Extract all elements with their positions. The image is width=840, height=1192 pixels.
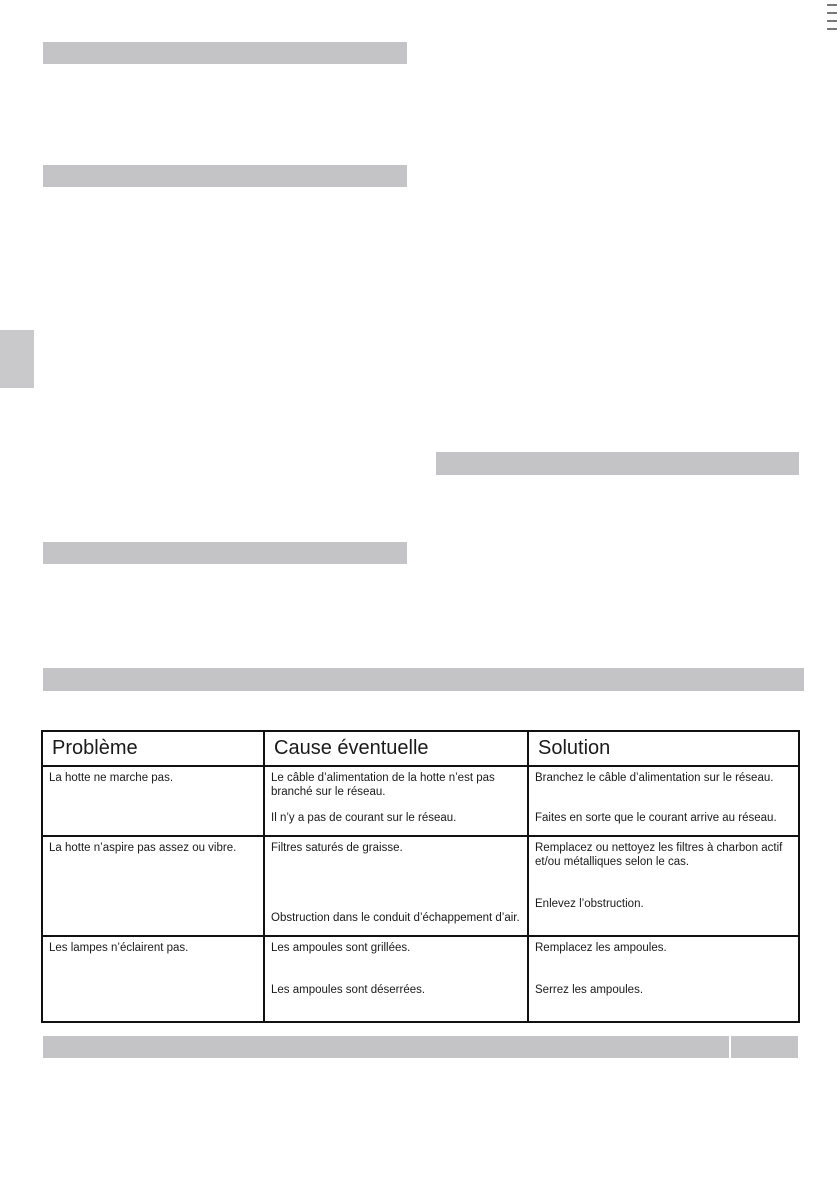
table-row (42, 936, 799, 1022)
problem-text: La hotte n’aspire pas assez ou vibre. (49, 842, 237, 854)
problem-cell (42, 936, 264, 1022)
header-solution: Solution (528, 731, 799, 766)
solution-text: Remplacez les ampoules. (535, 942, 667, 954)
cause-text: Obstruction dans le conduit d’échappement d’air. (271, 912, 520, 924)
solution-cell (528, 836, 799, 936)
cause-text: Les ampoules sont grillées. (271, 942, 411, 954)
solution-text: Branchez le câble d’alimentation sur le réseau. (535, 772, 774, 784)
header-probleme: Problème (42, 731, 264, 766)
cause-text: Il n’y a pas de courant sur le réseau. (271, 812, 457, 824)
section-bar-3 (436, 452, 799, 475)
page-corner-mark (824, 0, 840, 48)
cause-cell (264, 836, 528, 936)
cause-cell (264, 766, 528, 836)
solution-cell (528, 766, 799, 836)
language-side-tab (0, 330, 34, 388)
cause-text: Les ampoules sont déserrées. (271, 984, 426, 996)
section-bar-bottom (43, 1036, 729, 1058)
section-bar-troubleshooting (43, 668, 804, 691)
table-row (42, 766, 799, 836)
troubleshooting-table (41, 730, 800, 1023)
solution-text: Serrez les ampoules. (535, 984, 644, 996)
solution-text: Enlevez l’obstruction. (535, 898, 644, 910)
solution-text: Faites en sorte que le courant arrive au réseau. (535, 812, 777, 824)
problem-text: La hotte ne marche pas. (49, 772, 174, 784)
section-bar-1 (43, 42, 407, 64)
table-row (42, 836, 799, 936)
table-header-row (42, 731, 799, 766)
section-bar-4 (43, 542, 407, 564)
problem-text: Les lampes n’éclairent pas. (49, 942, 189, 954)
cause-text: Le câble d’alimentation de la hotte n’est pas branché sur le réseau. (271, 772, 495, 798)
section-bar-2 (43, 165, 407, 187)
problem-cell (42, 836, 264, 936)
cause-text: Filtres saturés de graisse. (271, 842, 403, 854)
cause-cell (264, 936, 528, 1022)
solution-text: Remplacez ou nettoyez les filtres à charbon actif et/ou métalliques selon le cas. (535, 842, 783, 868)
problem-cell (42, 766, 264, 836)
solution-cell (528, 936, 799, 1022)
section-bar-bottom-end (731, 1036, 798, 1058)
header-cause: Cause éventuelle (264, 731, 528, 766)
